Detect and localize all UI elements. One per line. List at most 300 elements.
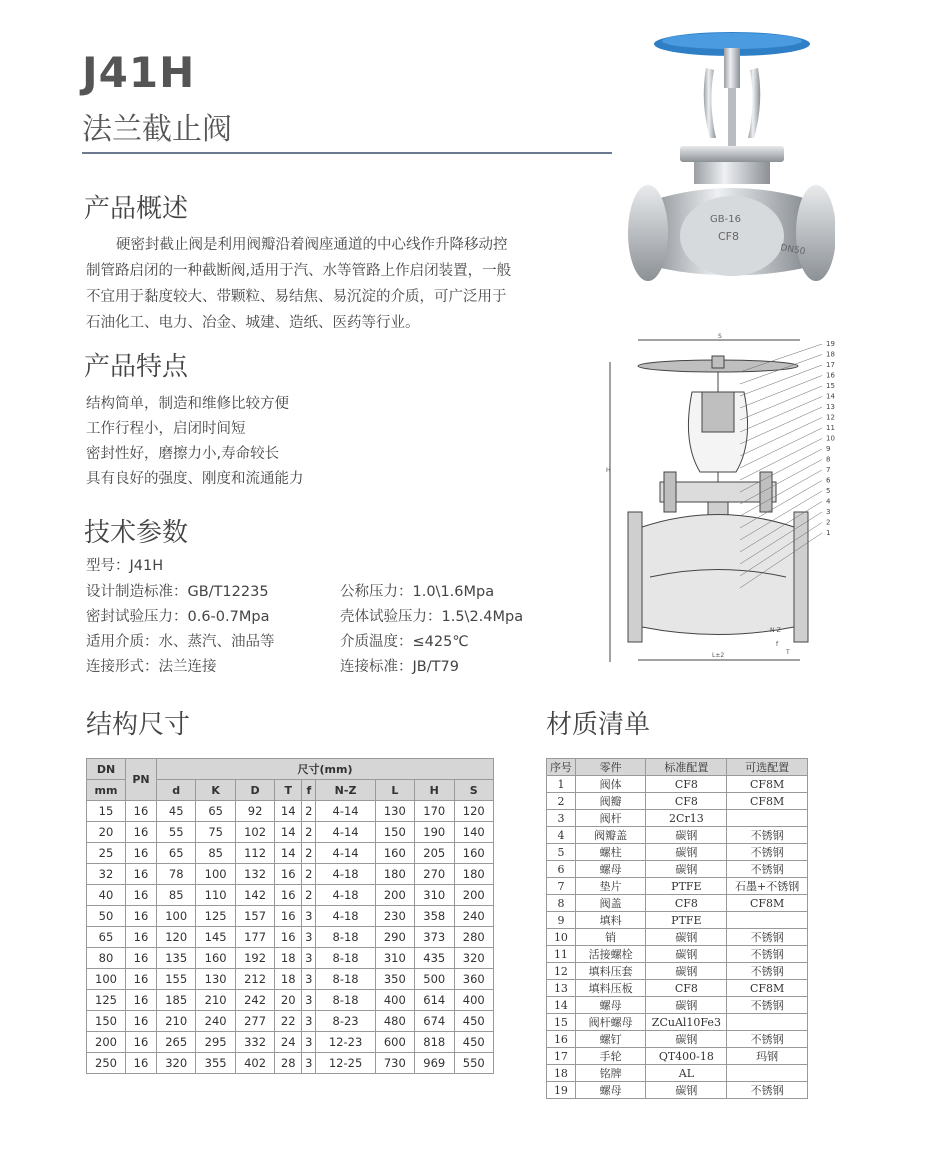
table-cell: 16 [126,1053,157,1074]
table-cell: 130 [196,969,235,990]
col-header: 零件 [575,759,646,776]
table-cell: 15 [547,1014,576,1031]
table-cell: 碳钢 [646,827,727,844]
table-cell: 阀体 [575,776,646,793]
table-cell: 螺母 [575,861,646,878]
table-cell: 2 [302,843,316,864]
table-cell: 358 [415,906,454,927]
col-header: 可选配置 [727,759,808,776]
callout-number: 4 [826,497,831,506]
table-cell: 3 [302,1011,316,1032]
table-cell: 373 [415,927,454,948]
tech-param-right: 连接标准：JB/T79 [340,659,459,675]
table-cell: 碳钢 [646,946,727,963]
table-cell: 92 [235,801,274,822]
overview-text [86,232,606,336]
table-cell: 250 [87,1053,126,1074]
table-cell: 310 [375,948,414,969]
table-cell: 3 [302,1053,316,1074]
table-cell: 4-18 [316,885,375,906]
overview-line: 制管路启闭的一种截断阀,适用于汽、水等管路上作启闭装置，一般 [86,263,512,279]
table-cell: 140 [454,822,494,843]
table-cell: 不锈钢 [727,1082,808,1099]
table-cell: 135 [157,948,196,969]
table-cell: 3 [302,906,316,927]
table-cell: 4 [547,827,576,844]
table-cell: 螺母 [575,997,646,1014]
callout-number: 1 [826,529,831,537]
table-cell: 12-25 [316,1053,375,1074]
table-cell: 75 [196,822,235,843]
table-cell: 14 [275,843,302,864]
col-header: L [375,780,414,801]
table-cell: 614 [415,990,454,1011]
table-cell: 25 [87,843,126,864]
table-cell: 360 [454,969,494,990]
table-cell: 17 [547,1048,576,1065]
right-flange [796,185,835,281]
table-cell: 螺柱 [575,844,646,861]
table-row [87,906,494,927]
table-cell [727,1014,808,1031]
overview-line: 硬密封截止阀是利用阀瓣沿着阀座通道的中心线作升降移动控 [116,237,508,253]
table-row [87,864,494,885]
materials-heading: 材质清单 [546,710,651,740]
table-cell: CF8M [727,895,808,912]
callout-leader [740,407,822,444]
table-cell: 碳钢 [646,1082,727,1099]
table-cell: 不锈钢 [727,946,808,963]
table-cell: 活接螺栓 [575,946,646,963]
callout-number: 16 [826,371,835,380]
col-header: K [196,780,235,801]
table-cell: 7 [547,878,576,895]
table-row [87,885,494,906]
table-cell: 8-18 [316,948,375,969]
table-cell: 16 [275,885,302,906]
table-cell: 78 [157,864,196,885]
table-cell: 65 [87,927,126,948]
table-cell: 85 [157,885,196,906]
table-cell: 65 [196,801,235,822]
table-cell: 210 [196,990,235,1011]
col-mm: mm [87,780,126,801]
table-cell: 32 [87,864,126,885]
table-cell: 270 [415,864,454,885]
callout-number: 18 [826,350,835,359]
callout-leader [740,449,822,492]
table-cell: 450 [454,1032,494,1053]
valve-drawing [600,332,840,672]
table-cell: 160 [454,843,494,864]
table-cell: 碳钢 [646,929,727,946]
table-cell: 12 [547,963,576,980]
table-cell: PTFE [646,878,727,895]
dimensions-table [86,758,494,1074]
table-cell: 200 [454,885,494,906]
col-header: D [235,780,274,801]
table-cell: 450 [454,1011,494,1032]
table-row [547,878,808,895]
table-cell: 不锈钢 [727,963,808,980]
table-cell: 125 [196,906,235,927]
table-cell: 242 [235,990,274,1011]
callout-number: 7 [826,466,831,474]
table-cell: 132 [235,864,274,885]
table-cell: 螺母 [575,1082,646,1099]
table-cell: 14 [275,801,302,822]
table-cell: 2 [547,793,576,810]
tech-heading: 技术参数 [84,518,189,548]
body-mark: GB-16 [710,214,741,225]
table-cell: 碳钢 [646,844,727,861]
table-cell: 160 [375,843,414,864]
table-row [547,963,808,980]
table-cell: 818 [415,1032,454,1053]
tech-param-left: 密封试验压力：0.6-0.7Mpa [86,609,270,625]
table-cell: 112 [235,843,274,864]
table-cell: 969 [415,1053,454,1074]
table-cell: 16 [126,885,157,906]
dimensions-heading: 结构尺寸 [86,710,191,740]
table-cell: 8 [547,895,576,912]
table-cell: 销 [575,929,646,946]
table-cell: 550 [454,1053,494,1074]
table-cell: 13 [547,980,576,997]
table-cell [727,1065,808,1082]
table-cell: 180 [454,864,494,885]
tech-param-left: 连接形式：法兰连接 [86,659,217,675]
materials-table [546,758,808,1099]
feature-item: 结构简单，制造和维修比较方便 [86,396,289,412]
table-row [547,810,808,827]
table-cell: 674 [415,1011,454,1032]
table-cell: 150 [87,1011,126,1032]
table-row [547,895,808,912]
callout-number: 10 [826,434,835,443]
dim-f: f [776,641,779,648]
table-cell: 1 [547,776,576,793]
table-cell: 2 [302,822,316,843]
table-cell: 碳钢 [646,963,727,980]
table-cell: 16 [275,906,302,927]
table-cell: 8-23 [316,1011,375,1032]
table-row [87,990,494,1011]
table-cell: 400 [375,990,414,1011]
table-cell [727,912,808,929]
dim-t: T [786,649,790,656]
tech-param-right: 壳体试验压力：1.5\2.4Mpa [340,609,524,625]
table-cell: 16 [126,822,157,843]
callout-number: 3 [826,508,831,516]
table-cell: 200 [375,885,414,906]
table-row [87,927,494,948]
table-cell: 20 [87,822,126,843]
table-cell: 155 [157,969,196,990]
table-cell: 12-23 [316,1032,375,1053]
table-cell: CF8 [646,776,727,793]
table-cell: 125 [87,990,126,1011]
table-cell: 不锈钢 [727,844,808,861]
callout-number: 14 [826,392,835,401]
table-cell: CF8M [727,793,808,810]
table-cell: 16 [126,927,157,948]
table-cell: 80 [87,948,126,969]
callout-leader [740,439,822,481]
table-cell: 10 [547,929,576,946]
feature-item: 密封性好，磨擦力小,寿命较长 [86,446,280,462]
table-cell: 120 [157,927,196,948]
col-dn: DN [87,759,126,780]
table-cell: 192 [235,948,274,969]
table-cell: 16 [126,906,157,927]
table-cell: 212 [235,969,274,990]
table-cell: 阀瓣 [575,793,646,810]
table-cell: 填料 [575,912,646,929]
col-header: 标准配置 [646,759,727,776]
table-cell: CF8M [727,776,808,793]
table-cell: 22 [275,1011,302,1032]
table-cell: 435 [415,948,454,969]
table-cell: 15 [87,801,126,822]
table-cell: 185 [157,990,196,1011]
body-mark: CF8 [718,230,740,243]
table-row [547,929,808,946]
table-cell: 4-14 [316,822,375,843]
table-cell: 3 [302,969,316,990]
table-cell: 铭牌 [575,1065,646,1082]
table-cell: 3 [302,990,316,1011]
table-cell: 4-18 [316,906,375,927]
table-cell: 350 [375,969,414,990]
table-cell: 9 [547,912,576,929]
table-cell: 160 [196,948,235,969]
table-cell: 240 [454,906,494,927]
col-header: 序号 [547,759,576,776]
product-name: 法兰截止阀 [82,112,232,147]
table-cell: 600 [375,1032,414,1053]
table-cell: 290 [375,927,414,948]
table-cell: 垫片 [575,878,646,895]
table-cell: 280 [454,927,494,948]
table-cell: 265 [157,1032,196,1053]
table-cell: 碳钢 [646,861,727,878]
table-row [87,1032,494,1053]
table-cell: 18 [275,948,302,969]
table-cell: 3 [302,948,316,969]
tech-param-left: 适用介质：水、蒸汽、油品等 [86,634,275,650]
table-cell: 3 [302,927,316,948]
table-cell: 14 [547,997,576,1014]
header-divider [82,152,612,154]
table-cell: 8-18 [316,927,375,948]
table-cell: 16 [126,1032,157,1053]
table-row [547,1048,808,1065]
features-heading: 产品特点 [84,352,189,382]
table-cell: 阀杆 [575,810,646,827]
table-row [547,793,808,810]
tech-param-left: 设计制造标准：GB/T12235 [86,584,269,600]
table-row [547,776,808,793]
col-header: f [302,780,316,801]
table-cell: 205 [415,843,454,864]
table-row [547,1065,808,1082]
table-cell: 2 [302,801,316,822]
table-cell: 402 [235,1053,274,1074]
table-cell: 碳钢 [646,1031,727,1048]
table-cell: 45 [157,801,196,822]
table-cell: 3 [302,1032,316,1053]
table-cell: 2 [302,885,316,906]
table-cell: 不锈钢 [727,929,808,946]
table-cell: 18 [547,1065,576,1082]
callout-number: 2 [826,518,831,527]
table-cell: 16 [126,1011,157,1032]
table-cell: ZCuAl10Fe3 [646,1014,727,1031]
table-cell: 18 [275,969,302,990]
col-header: H [415,780,454,801]
table-cell: 20 [275,990,302,1011]
table-cell: 阀瓣盖 [575,827,646,844]
callout-leader [740,428,822,468]
feature-item: 具有良好的强度、刚度和流通能力 [86,471,304,487]
callout-number: 8 [826,455,831,464]
table-cell: 16 [126,948,157,969]
table-cell: 4-18 [316,864,375,885]
table-cell: 28 [275,1053,302,1074]
table-cell: 320 [454,948,494,969]
table-cell: 295 [196,1032,235,1053]
col-size: 尺寸(mm) [157,759,494,780]
table-cell: 500 [415,969,454,990]
table-cell: 手轮 [575,1048,646,1065]
table-cell: 130 [375,801,414,822]
table-cell: 填料压板 [575,980,646,997]
callout-number: 9 [826,445,831,453]
table-cell: 177 [235,927,274,948]
col-header: T [275,780,302,801]
table-cell: 480 [375,1011,414,1032]
callout-number: 13 [826,403,835,411]
features-list [86,392,304,492]
table-cell: 16 [126,969,157,990]
callout-number: 12 [826,413,835,422]
callout-leader [740,397,822,433]
col-header: N-Z [316,780,375,801]
table-cell: 400 [454,990,494,1011]
table-row [547,946,808,963]
table-cell: QT400-18 [646,1048,727,1065]
table-row [547,980,808,997]
table-row [547,997,808,1014]
table-cell: 145 [196,927,235,948]
callout-number: 11 [826,424,835,432]
table-cell: 85 [196,843,235,864]
callout-number: 5 [826,487,831,495]
table-cell: 16 [275,927,302,948]
callout-leader [740,418,822,457]
overview-heading: 产品概述 [84,194,189,224]
table-cell: CF8 [646,793,727,810]
table-cell: 190 [415,822,454,843]
flange-mark: DN50 [779,243,806,258]
feature-item: 工作行程小，启闭时间短 [86,421,246,437]
tech-param-right: 介质温度：≤425℃ [340,634,469,650]
table-cell: 100 [196,864,235,885]
dim-l: L±2 [712,652,725,659]
table-cell: 65 [157,843,196,864]
table-cell: CF8M [727,980,808,997]
dim-s: S [718,333,722,340]
left-flange [628,185,668,281]
table-cell: 110 [196,885,235,906]
table-cell: 14 [275,822,302,843]
table-cell: 200 [87,1032,126,1053]
callout-number: 17 [826,361,835,369]
table-cell: 170 [415,801,454,822]
table-row [87,948,494,969]
table-row [87,843,494,864]
table-row [87,1011,494,1032]
table-cell: 240 [196,1011,235,1032]
table-cell: 180 [375,864,414,885]
table-cell: 102 [235,822,274,843]
table-cell: 6 [547,861,576,878]
table-row [547,861,808,878]
table-cell: 16 [126,801,157,822]
table-cell: 230 [375,906,414,927]
table-cell: PTFE [646,912,727,929]
table-cell: 2 [302,864,316,885]
table-cell: 55 [157,822,196,843]
callout-number: 6 [826,476,831,485]
table-cell: CF8 [646,895,727,912]
col-header: S [454,780,494,801]
table-cell: 310 [415,885,454,906]
table-cell: 100 [157,906,196,927]
table-cell: 19 [547,1082,576,1099]
table-cell: 16 [547,1031,576,1048]
table-cell: 不锈钢 [727,827,808,844]
col-header: d [157,780,196,801]
table-row [547,1014,808,1031]
table-cell: 40 [87,885,126,906]
table-row [87,1053,494,1074]
table-cell: 5 [547,844,576,861]
table-cell: 16 [126,843,157,864]
table-cell: 不锈钢 [727,1031,808,1048]
table-cell: 4-14 [316,801,375,822]
table-cell: 120 [454,801,494,822]
table-row [87,801,494,822]
table-cell: 210 [157,1011,196,1032]
table-row [87,822,494,843]
table-cell: 3 [547,810,576,827]
table-cell: 螺钉 [575,1031,646,1048]
table-cell: 16 [275,864,302,885]
table-cell: 碳钢 [646,997,727,1014]
table-cell: 2Cr13 [646,810,727,827]
table-row [87,969,494,990]
table-cell: 332 [235,1032,274,1053]
table-cell: 355 [196,1053,235,1074]
table-cell: 50 [87,906,126,927]
table-cell: 100 [87,969,126,990]
table-cell: 石墨+不锈钢 [727,878,808,895]
dim-h: H [606,467,611,474]
valve-photo [620,28,835,288]
table-cell: 8-18 [316,990,375,1011]
